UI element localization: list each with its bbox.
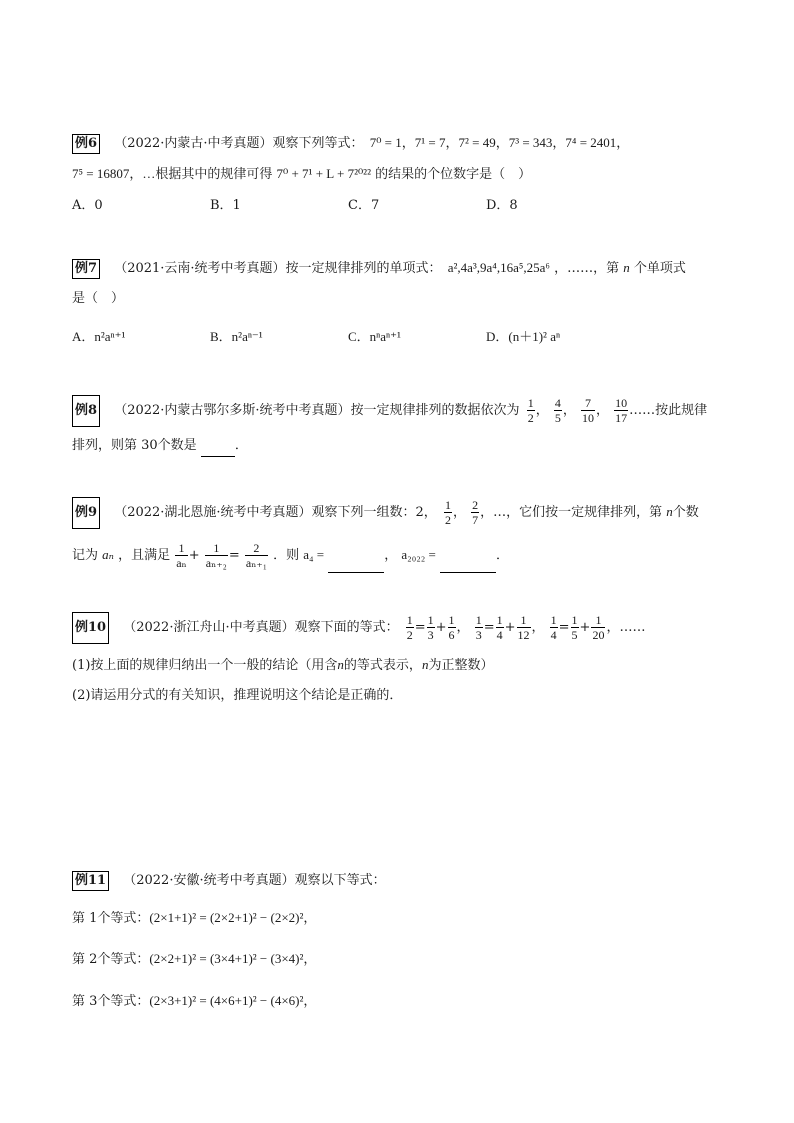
ex9-n: n <box>666 504 673 519</box>
ex9-tail2: 个数 <box>672 505 699 520</box>
ex8-tag: 例8 <box>72 395 100 427</box>
ex8-source: （2022·内蒙古鄂尔多斯·统考中考真题）按一定规律排列的数据依次为 <box>114 403 520 418</box>
ex8-fraction: $\frac{10}{17}$ <box>615 396 628 425</box>
ex10-question-2: (2)请运用分式的有关知识，推理说明这个结论是正确的． <box>72 688 403 703</box>
ex9-eq-fraction: $\frac{1}{\text{aₙ}}$ <box>176 541 187 570</box>
ex7-option-c: C．nⁿaⁿ⁺¹ <box>348 329 401 344</box>
ex6-line2 <box>72 164 531 185</box>
ex9-a2022-blank[interactable] <box>440 540 496 573</box>
ex8-line1: 例8 （2022·内蒙古鄂尔多斯·统考中考真题）按一定规律排列的数据依次为 $\frac{1}{2}$ ， $\frac{4}{5}$ ， $\frac{7}{10}$ ， $\frac{10}{17}$ ……按此规律 <box>72 395 707 427</box>
ex7-source: （2021·云南·统考中考真题）按一定规律排列的单项式： <box>114 261 442 276</box>
ex6-line1 <box>72 133 629 154</box>
ex11-equation-2: 第 2个等式：(2×2+1)² = (3×4+1)² − (3×4)²， <box>72 951 317 967</box>
ex6-line2-a: 7⁵ = 16807，…根据其中的规律可得 <box>72 166 273 181</box>
ex7-line2: 是（ ） <box>72 291 125 306</box>
ex7-n: n <box>623 260 630 275</box>
ex6-option-c: C．7 <box>348 198 380 213</box>
ex6-tag: 例6 <box>72 134 100 154</box>
ex11-equation-1: 第 1个等式：(2×1+1)² = (2×2+1)² − (2×2)²， <box>72 910 317 926</box>
ex9-eq-fraction: $\frac{1}{\text{aₙ₊₂}}$ <box>205 541 227 570</box>
ex9-a4-blank[interactable] <box>328 540 384 573</box>
ex6-option-a: A．0 <box>72 198 103 213</box>
ex7-tail2: 个单项式 <box>633 261 686 276</box>
ex6-powers: 7⁰ = 1，7¹ = 7，7² = 49，7³ = 343，7⁴ = 2401， <box>369 135 630 150</box>
ex9-line1: 例9 （2022·湖北恩施·统考中考真题）观察下列一组数：2， $\frac{1}{2}$ ， $\frac{2}{7}$ ，…，它们按一定规律排列，第 n个数 <box>72 496 699 529</box>
ex10-source: （2022·浙江舟山·中考真题）观察下面的等式： <box>123 620 399 635</box>
ex6-source: （2022·内蒙古·中考真题）观察下列等式： <box>114 136 364 151</box>
ex11-line1 <box>72 871 388 891</box>
ex8-fraction: $\frac{1}{2}$ <box>527 396 534 425</box>
ex7-line1 <box>72 258 686 279</box>
ex9-a4-label: a₄ = <box>303 547 325 562</box>
ex11-tag: 例11 <box>72 871 109 891</box>
ex8-line2-text: 排列，则第 30个数是 <box>72 438 197 453</box>
ex6-option-b: B．1 <box>210 198 241 213</box>
ex7-tag: 例7 <box>72 259 100 279</box>
ex11-equation-3: 第 3个等式：(2×3+1)² = (4×6+1)² − (4×6)²， <box>72 993 317 1009</box>
ex9-line2: 记为 aₙ ，且满足 $\frac{1}{\text{aₙ}}$ + $\frac{1}{\text{aₙ₊₂}}$ = $\frac{2}{\text{aₙ₊₁}}$ ．则 a₄ = ， a₂₀₂₂ = ． <box>72 539 509 573</box>
ex9-eq-fraction: $\frac{2}{\text{aₙ₊₁}}$ <box>245 541 267 570</box>
ex11-source: （2022·安徽·统考中考真题）观察以下等式： <box>123 873 386 888</box>
ex8-tail: ……按此规律 <box>629 403 708 418</box>
ex6-sum: 7⁰ + 7¹ + L + 7²⁰²² <box>276 166 371 181</box>
ex7-option-a: A．n²aⁿ⁺¹ <box>72 329 126 344</box>
ex8-fraction: $\frac{7}{10}$ <box>581 396 594 425</box>
ex9-an: aₙ <box>102 547 114 562</box>
ex7-tail: ，……，第 <box>554 261 620 276</box>
ex9-a2022-label: a₂₀₂₂ = <box>401 547 436 562</box>
ex9-fraction: $\frac{2}{7}$ <box>472 498 479 527</box>
ex8-answer-blank[interactable] <box>201 436 235 457</box>
ex9-tail: ，…，它们按一定规律排列，第 <box>480 505 663 520</box>
ex6-option-d: D．8 <box>486 198 518 213</box>
ex8-line2: 排列，则第 30个数是 ． <box>72 436 248 457</box>
ex8-fraction: $\frac{4}{5}$ <box>554 396 561 425</box>
ex7-sequence: a²,4a³,9a⁴,16a⁵,25a⁶ <box>447 260 550 275</box>
ex10-line1: 例10 （2022·浙江舟山·中考真题）观察下面的等式： $\frac{1}{2}$ = $\frac{1}{3}$ + $\frac{1}{6}$ ， $\frac{1}{3}$ = $\frac{1}{4}$ + $\frac{1}{12}$ ， $\frac{1}{4}$ = $\frac{1}{5}$ + $\frac{1}{20}$ ，…… <box>72 612 645 644</box>
ex6-line2-b: 的结果的个位数字是（ ） <box>375 167 532 182</box>
ex9-tag: 例9 <box>72 497 100 529</box>
ex9-fraction: $\frac{1}{2}$ <box>444 498 451 527</box>
ex7-option-d: D．(n＋1)² aⁿ <box>486 329 561 344</box>
ex10-question-1: (1)按上面的规律归纳出一个一般的结论（用含n的等式表示，n为正整数） <box>72 657 494 673</box>
ex10-tag: 例10 <box>72 612 109 644</box>
ex7-option-b: B．n²aⁿ⁻¹ <box>210 329 263 344</box>
ex9-source: （2022·湖北恩施·统考中考真题）观察下列一组数：2， <box>114 505 437 520</box>
